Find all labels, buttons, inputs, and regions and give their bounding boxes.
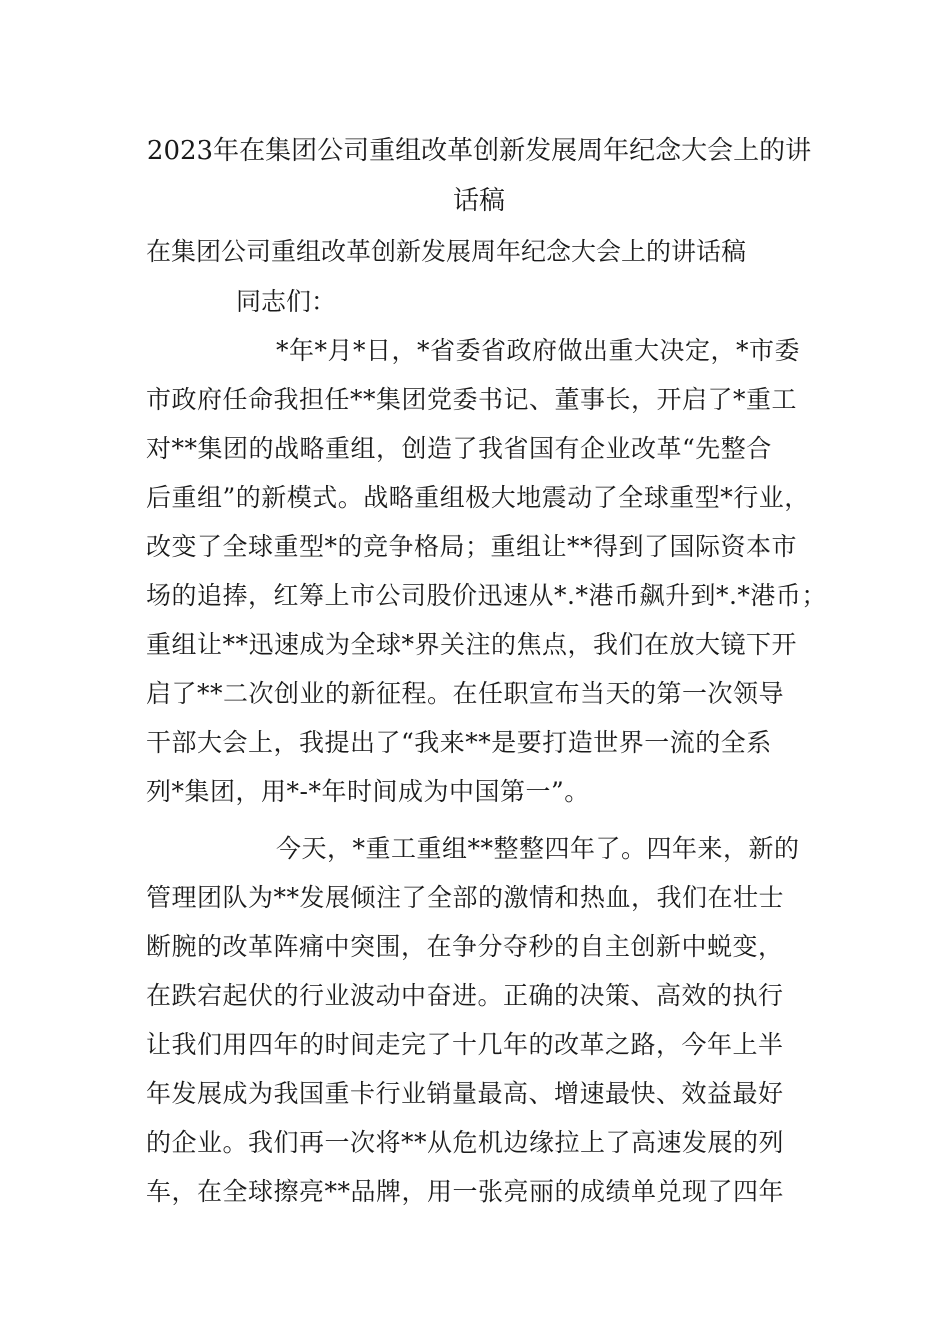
paragraph-line: 列*集团，用*-*年时间成为中国第一”。 — [146, 777, 590, 806]
document-title: 2023年在集团公司重组改革创新发展周年纪念大会上的讲话稿 — [146, 136, 812, 216]
paragraph-line: 车，在全球擦亮**品牌，用一张亮丽的成绩单兑现了四年 — [146, 1177, 785, 1206]
paragraph-line: 干部大会上，我提出了“我来**是要打造世界一流的全系 — [146, 728, 772, 757]
paragraph-line: 在跌宕起伏的行业波动中奋进。正确的决策、高效的执行 — [146, 981, 784, 1010]
paragraph-line: 重组让**迅速成为全球*界关注的焦点，我们在放大镜下开 — [146, 630, 798, 659]
paragraph-line: 今天，*重工重组**整整四年了。四年来，新的 — [276, 834, 800, 863]
paragraph-line: 管理团队为**发展倾注了全部的激情和热血，我们在壮士 — [146, 883, 785, 912]
paragraph-line: 后重组”的新模式。战略重组极大地震动了全球重型*行业， — [146, 483, 810, 512]
paragraph-line: 年发展成为我国重卡行业销量最高、增速最快、效益最好 — [146, 1079, 784, 1108]
document-subtitle: 在集团公司重组改革创新发展周年纪念大会上的讲话稿 — [146, 237, 747, 266]
paragraph-line: 对**集团的战略重组，创造了我省国有企业改革“先整合 — [146, 434, 772, 463]
greeting: 同志们： — [236, 287, 337, 316]
paragraph-line: 改变了全球重型*的竞争格局；重组让**得到了国际资本市 — [146, 532, 798, 561]
paragraph-1 — [146, 326, 827, 816]
paragraph-2 — [146, 824, 816, 1216]
paragraph-line: *年*月*日，*省委省政府做出重大决定，*市委 — [276, 336, 801, 365]
paragraph-line: 场的追捧，红筹上市公司股价迅速从*.*港币飙升到*.*港币； — [146, 581, 827, 610]
paragraph-line: 市政府任命我担任**集团党委书记、董事长，开启了*重工 — [146, 385, 798, 414]
paragraph-line: 的企业。我们再一次将**从危机边缘拉上了高速发展的列 — [146, 1128, 785, 1157]
paragraph-line: 让我们用四年的时间走完了十几年的改革之路，今年上半 — [146, 1030, 784, 1059]
paragraph-line: 断腕的改革阵痛中突围，在争分夺秒的自主创新中蜕变， — [146, 932, 784, 961]
paragraph-line: 启了**二次创业的新征程。在任职宣布当天的第一次领导 — [146, 679, 785, 708]
